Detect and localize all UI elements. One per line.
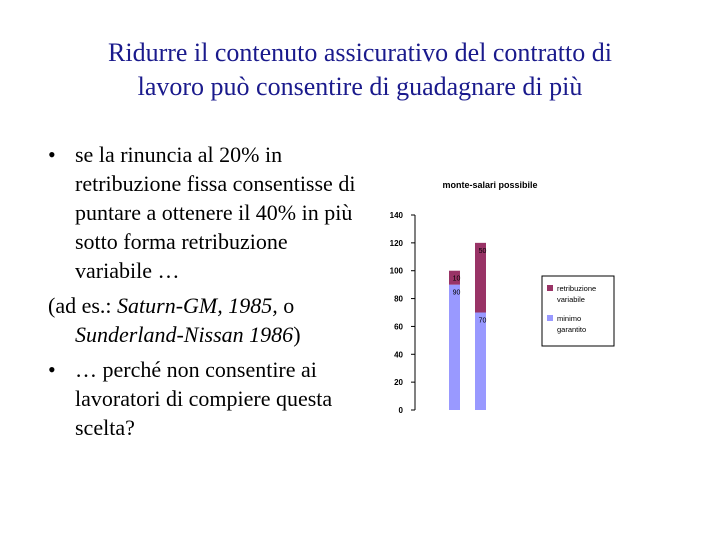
y-tick-label: 60 xyxy=(394,322,403,332)
bullet-item-2 xyxy=(48,355,368,442)
y-tick-label: 120 xyxy=(389,238,403,248)
legend-label: variabile xyxy=(557,295,585,304)
bar-segment xyxy=(449,285,460,410)
bullet-text-2: … perché non consentire ai lavoratori di compiere questa scelta? xyxy=(75,357,333,440)
legend-label: minimo xyxy=(557,314,582,323)
note-close: ) xyxy=(293,322,301,347)
stacked-bar-chart xyxy=(360,170,700,430)
chart-title: monte-salari possibile xyxy=(442,180,538,190)
y-tick-label: 0 xyxy=(398,406,403,415)
legend-swatch xyxy=(547,315,553,321)
data-label: 50 xyxy=(478,247,487,255)
note-mid: o xyxy=(277,293,295,318)
example-note xyxy=(48,291,368,349)
note-example-1: Saturn-GM, 1985, xyxy=(117,293,278,318)
data-label: 10 xyxy=(452,275,461,283)
bullet-marker: • xyxy=(48,142,56,167)
note-example-2: Sunderland-Nissan 1986 xyxy=(75,322,294,347)
chart-legend xyxy=(542,276,614,346)
y-tick-label: 20 xyxy=(394,378,403,388)
y-tick-label: 100 xyxy=(389,266,403,276)
note-open: (ad es.: xyxy=(48,293,118,318)
legend-swatch xyxy=(547,285,553,291)
data-label: 70 xyxy=(478,317,487,325)
title-line-2: lavoro può consentire di guadagnare di più xyxy=(137,72,583,101)
bullet-item-1 xyxy=(48,140,368,285)
bars xyxy=(449,243,486,410)
bullet-text-1: se la rinuncia al 20% in retribuzione fissa consentisse di puntare a ottenere il 40% in più sotto forma retribuzione variabile … xyxy=(75,142,356,283)
title-line-1: Ridurre il contenuto assicurativo del contratto di xyxy=(108,38,612,67)
data-label: 90 xyxy=(452,289,461,297)
y-axis xyxy=(390,211,415,415)
legend-label: retribuzione xyxy=(557,284,597,293)
y-tick-label: 80 xyxy=(394,294,403,304)
y-tick-label: 140 xyxy=(389,211,403,220)
slide-title xyxy=(20,36,700,104)
y-tick-label: 40 xyxy=(394,350,403,360)
bullet-list xyxy=(48,140,368,442)
legend-label: garantito xyxy=(557,325,587,334)
bullet-marker: • xyxy=(48,357,56,382)
bar-segment xyxy=(475,313,486,411)
